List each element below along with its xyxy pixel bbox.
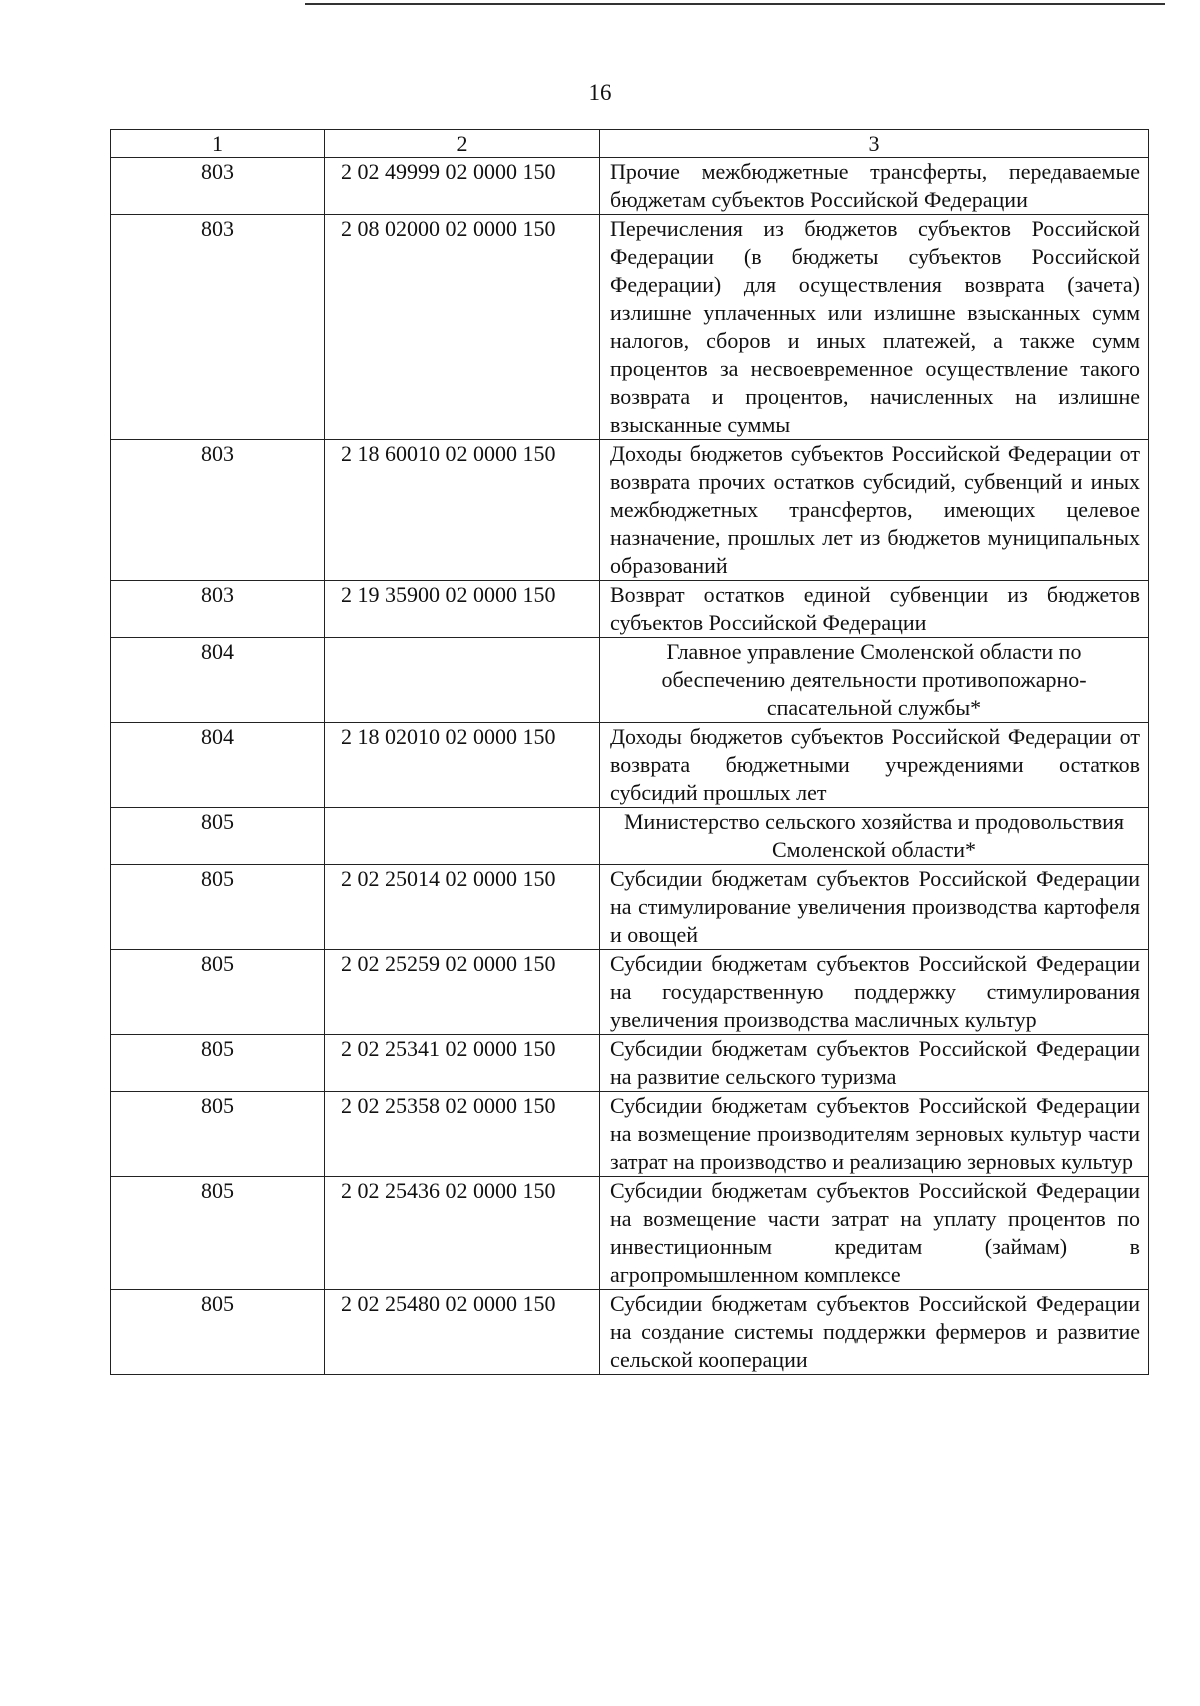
table-row	[111, 158, 1149, 215]
revenue-name-cell: Субсидии бюджетам субъектов Российской Федерации на создание системы поддержки фермеров и развитие сельской кооперации	[600, 1290, 1149, 1375]
admin-code-cell: 805	[111, 1177, 325, 1290]
table-row	[111, 581, 1149, 638]
admin-code-cell: 804	[111, 723, 325, 808]
page-number: 16	[588, 80, 612, 105]
revenue-code-cell: 2 02 25341 02 0000 150	[325, 1035, 600, 1092]
revenue-code-cell: 2 18 60010 02 0000 150	[325, 440, 600, 581]
revenue-code-cell: 2 02 49999 02 0000 150	[325, 158, 600, 215]
revenue-code-cell: 2 19 35900 02 0000 150	[325, 581, 600, 638]
header-row	[111, 130, 1149, 158]
revenue-name-cell: Прочие межбюджетные трансферты, передаваемые бюджетам субъектов Российской Федерации	[600, 158, 1149, 215]
admin-code-cell: 804	[111, 638, 325, 723]
administrator-name-cell: Министерство сельского хозяйства и продовольствия Смоленской области*	[600, 808, 1149, 865]
table-row	[111, 1290, 1149, 1375]
revenue-code-cell: 2 18 02010 02 0000 150	[325, 723, 600, 808]
table-row	[111, 865, 1149, 950]
revenue-name-cell: Субсидии бюджетам субъектов Российской Федерации на развитие сельского туризма	[600, 1035, 1149, 1092]
revenue-code-cell: 2 08 02000 02 0000 150	[325, 215, 600, 440]
admin-code-cell: 805	[111, 1092, 325, 1177]
administrator-name-cell: Главное управление Смоленской области по обеспечению деятельности противопожарно-спасательной службы*	[600, 638, 1149, 723]
table-row	[111, 950, 1149, 1035]
admin-code-cell: 805	[111, 1290, 325, 1375]
table-row	[111, 638, 1149, 723]
admin-code-cell: 803	[111, 158, 325, 215]
revenue-name-cell: Доходы бюджетов субъектов Российской Федерации от возврата прочих остатков субсидий, субвенций и иных межбюджетных трансфертов, имеющих целевое назначение, прошлых лет из бюджетов муниципальных образований	[600, 440, 1149, 581]
revenue-name-cell: Субсидии бюджетам субъектов Российской Федерации на стимулирование увеличения производства картофеля и овощей	[600, 865, 1149, 950]
column-header: 2	[325, 130, 600, 158]
admin-code-cell: 805	[111, 865, 325, 950]
admin-code-cell: 805	[111, 1035, 325, 1092]
table-row	[111, 1177, 1149, 1290]
admin-code-cell: 803	[111, 440, 325, 581]
table-row	[111, 215, 1149, 440]
column-header: 1	[111, 130, 325, 158]
table-row	[111, 1035, 1149, 1092]
revenue-name-cell: Субсидии бюджетам субъектов Российской Федерации на государственную поддержку стимулирования увеличения производства масличных культур	[600, 950, 1149, 1035]
admin-code-cell: 805	[111, 808, 325, 865]
admin-code-cell: 805	[111, 950, 325, 1035]
revenue-name-cell: Перечисления из бюджетов субъектов Российской Федерации (в бюджеты субъектов Российской Федерации) для осуществления возврата (зачета) излишне уплаченных или излишне взысканных сумм налогов, сборов и иных платежей, а также сумм процентов за несвоевременное осуществление такого возврата и процентов, начисленных на излишне взысканные суммы	[600, 215, 1149, 440]
revenue-name-cell: Субсидии бюджетам субъектов Российской Федерации на возмещение производителям зерновых культур части затрат на производство и реализацию зерновых культур	[600, 1092, 1149, 1177]
revenue-name-cell: Субсидии бюджетам субъектов Российской Федерации на возмещение части затрат на уплату процентов по инвестиционным кредитам (займам) в агропромышленном комплексе	[600, 1177, 1149, 1290]
revenue-name-cell: Возврат остатков единой субвенции из бюджетов субъектов Российской Федерации	[600, 581, 1149, 638]
revenue-name-cell: Доходы бюджетов субъектов Российской Федерации от возврата бюджетными учреждениями остатков субсидий прошлых лет	[600, 723, 1149, 808]
revenue-code-cell: 2 02 25436 02 0000 150	[325, 1177, 600, 1290]
top-rule	[305, 3, 1165, 5]
revenue-code-cell: 2 02 25358 02 0000 150	[325, 1092, 600, 1177]
table-row	[111, 1092, 1149, 1177]
table-row	[111, 723, 1149, 808]
admin-code-cell: 803	[111, 215, 325, 440]
revenue-code-cell: 2 02 25259 02 0000 150	[325, 950, 600, 1035]
table-row	[111, 808, 1149, 865]
table-body	[111, 158, 1149, 1375]
revenue-code-cell: 2 02 25480 02 0000 150	[325, 1290, 600, 1375]
table-row	[111, 440, 1149, 581]
revenue-code-cell	[325, 638, 600, 723]
revenue-codes-table	[110, 129, 1149, 1375]
revenue-code-cell	[325, 808, 600, 865]
revenue-code-cell: 2 02 25014 02 0000 150	[325, 865, 600, 950]
admin-code-cell: 803	[111, 581, 325, 638]
column-header: 3	[600, 130, 1149, 158]
